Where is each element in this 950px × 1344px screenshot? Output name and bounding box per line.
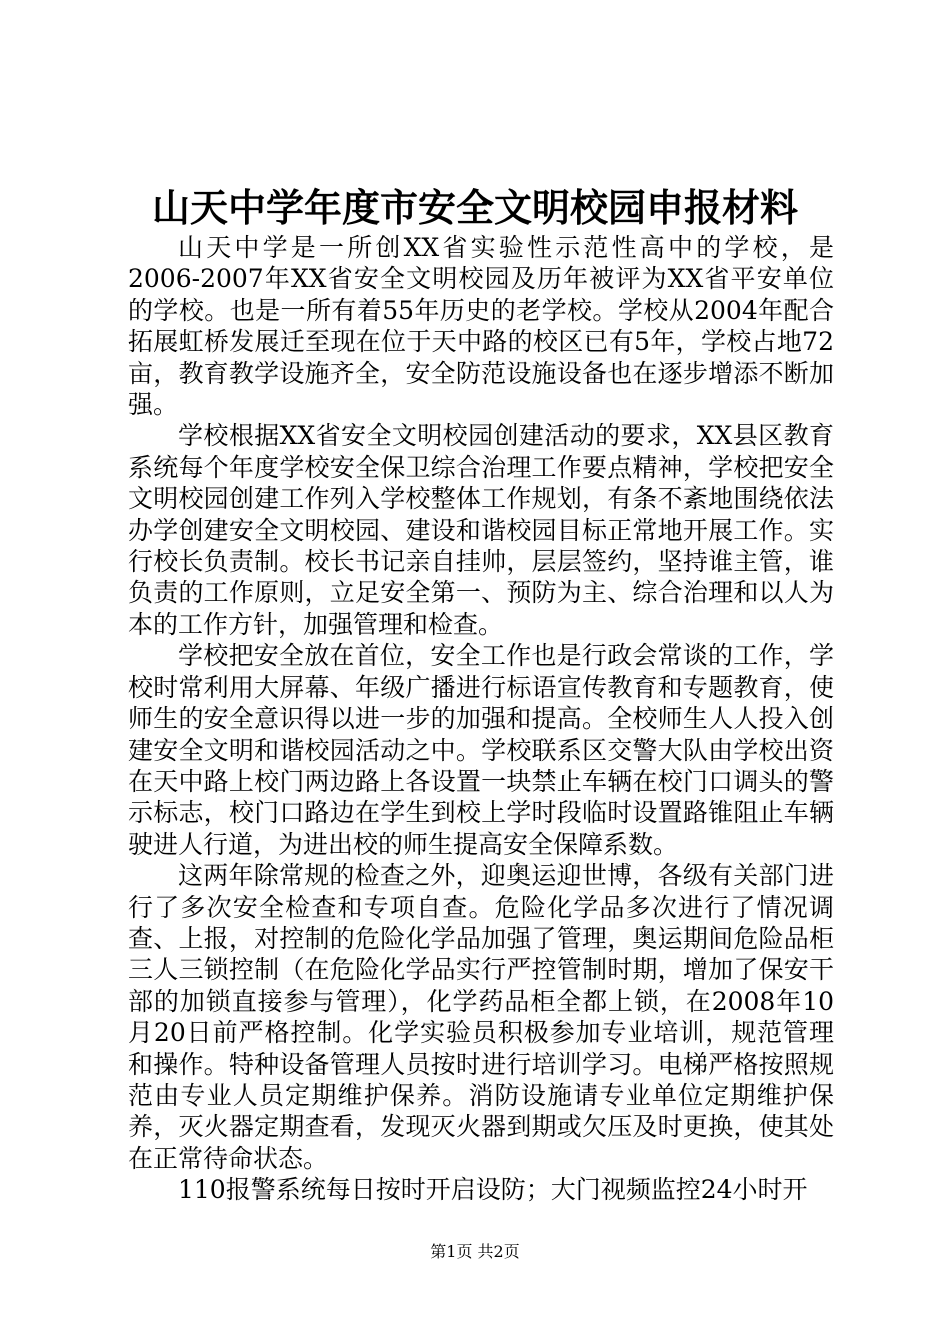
paragraph-3: 学校把安全放在首位，安全工作也是行政会常谈的工作，学校时常利用大屏幕、年级广播进行标语宣传教育和专题教育，使师生的安全意识得以进一步的加强和提高。全校师生人人投入创建安全文明和谐校园活动之中。学校联系区交警大队由学校出资在天中路上校门两边路上各设置一块禁止车辆在校门口调头的警示标志，校门口路边在学生到校上学时段临时设置路锥阻止车辆驶进人行道，为进出校的师生提高安全保障系数。: [128, 641, 834, 859]
paragraph-1: 山天中学是一所创XX省实验性示范性高中的学校，是2006-2007年XX省安全文明校园及历年被评为XX省平安单位的学校。也是一所有着55年历史的老学校。学校从2004年配合拓展虹桥发展迁至现在位于天中路的校区已有5年，学校占地72亩，教育教学设施齐全，安全防范设施设备也在逐步增添不断加强。: [128, 233, 834, 420]
paragraph-5: 110报警系统每日按时开启设防；大门视频监控24小时开: [178, 1175, 808, 1205]
paragraph-2: 学校根据XX省安全文明校园创建活动的要求，XX县区教育系统每个年度学校安全保卫综合治理工作要点精神，学校把安全文明校园创建工作列入学校整体工作规划，有条不紊地围绕依法办学创建安全文明校园、建设和谐校园目标正常地开展工作。实行校长负责制。校长书记亲自挂帅，层层签约，坚持谁主管，谁负责的工作原则，立足安全第一、预防为主、综合治理和以人为本的工作方针，加强管理和检查。: [128, 421, 834, 639]
document-body: [128, 232, 834, 1206]
page-footer: 第1页 共2页: [430, 1242, 520, 1261]
document-title: 山天中学年度市安全文明校园申报材料: [151, 185, 798, 230]
paragraph-4: 这两年除常规的检查之外，迎奥运迎世博，各级有关部门进行了多次安全检查和专项自查。危险化学品多次进行了情况调查、上报，对控制的危险化学品加强了管理，奥运期间危险品柜三人三锁控制（在危险化学品实行严控管制时期，增加了保安干部的加锁直接参与管理），化学药品柜全都上锁，在2008年10月20日前严格控制。化学实验员积极参加专业培训，规范管理和操作。特种设备管理人员按时进行培训学习。电梯严格按照规范由专业人员定期维护保养。消防设施请专业单位定期维护保养，灭火器定期查看，发现灭火器到期或欠压及时更换，使其处在正常待命状态。: [128, 861, 834, 1173]
